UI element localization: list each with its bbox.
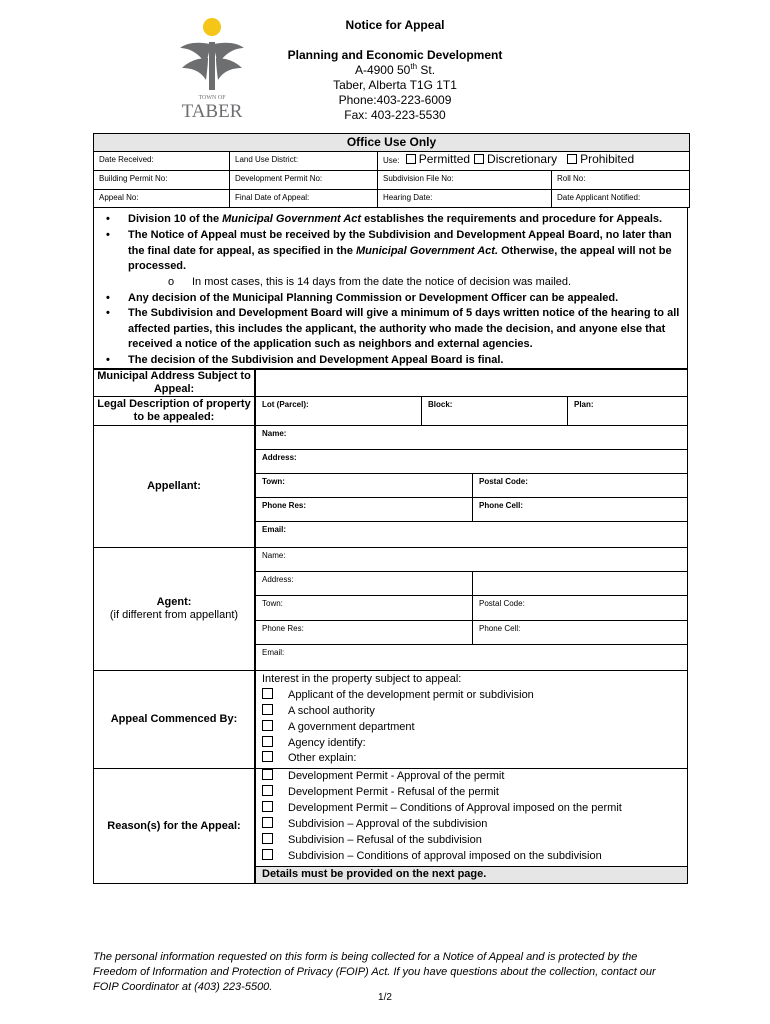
note-5: • The decision of the Subdivision and Development Appeal Board is final. bbox=[128, 353, 683, 369]
appeal-no-field[interactable]: Appeal No: bbox=[94, 190, 230, 208]
commenced-option-1[interactable]: Applicant of the development permit or subdivision bbox=[262, 688, 534, 704]
appellant-email-field[interactable]: Email: bbox=[255, 521, 688, 548]
hearing-date-field[interactable]: Hearing Date: bbox=[378, 190, 552, 208]
checkbox[interactable] bbox=[262, 751, 273, 762]
permitted-checkbox[interactable] bbox=[406, 154, 416, 164]
logo-text-main: TABER bbox=[181, 101, 243, 122]
checkbox[interactable] bbox=[262, 785, 273, 796]
municipal-address-input[interactable] bbox=[255, 369, 688, 397]
lot-field[interactable]: Lot (Parcel): bbox=[255, 396, 422, 426]
details-note: Details must be provided on the next page. bbox=[255, 866, 688, 884]
privacy-statement: The personal information requested on this form is being collected for a Notice of Appeal and is protected by the Freedom of Information and Protection of Privacy (FOIP) Act. If you have questions about the collection, contact our FOIP Coordinator at (403) 223-5500. bbox=[93, 951, 656, 993]
commenced-option-4[interactable]: Agency identify: bbox=[262, 736, 366, 752]
note-2: • The Notice of Appeal must be received by the Subdivision and Development Appeal Board, no later than the final date for appeal, as specified in the Municipal Government Act. Otherwise, the appeal will not be processed. bbox=[128, 228, 683, 275]
appellant-phone-res-field[interactable]: Phone Res: bbox=[255, 497, 473, 522]
note-3: • Any decision of the Municipal Planning Commission or Development Officer can be appealed. bbox=[128, 291, 683, 307]
commenced-option-5[interactable]: Other explain: bbox=[262, 751, 356, 767]
appellant-postal-field[interactable]: Postal Code: bbox=[472, 473, 688, 498]
logo-text-top: TOWN OF bbox=[198, 95, 226, 101]
reasons-label: Reason(s) for the Appeal: bbox=[93, 768, 255, 884]
reason-option-1[interactable]: Development Permit - Approval of the permit bbox=[262, 769, 504, 785]
note-2-sub: o In most cases, this is 14 days from the date the notice of decision was mailed. bbox=[192, 275, 672, 291]
land-use-district-field[interactable]: Land Use District: bbox=[230, 152, 378, 170]
permitted-label: Permitted bbox=[418, 152, 471, 166]
commenced-option-3[interactable]: A government department bbox=[262, 720, 415, 736]
department-block bbox=[260, 48, 530, 123]
agent-name-field[interactable]: Name: bbox=[255, 547, 688, 572]
office-row-3 bbox=[94, 190, 689, 208]
agent-town-field[interactable]: Town: bbox=[255, 595, 473, 621]
note-1: • Division 10 of the Municipal Government Act establishes the requirements and procedure for Appeals. bbox=[128, 212, 683, 228]
checkbox[interactable] bbox=[262, 720, 273, 731]
legal-description-label: Legal Description of property to be appealed: bbox=[93, 396, 255, 426]
note-4: • The Subdivision and Development Board will give a minimum of 5 days written notice of the hearing to all affected parties, this includes the applicant, the authority who made the decision, and anyone else that received a notice of the application such as neighbors and external agencies. bbox=[128, 306, 683, 353]
agent-address-extra-field[interactable] bbox=[472, 571, 688, 596]
agent-email-field[interactable]: Email: bbox=[255, 644, 688, 671]
roll-no-field[interactable]: Roll No: bbox=[557, 174, 586, 183]
date-notified-field[interactable]: Date Applicant Notified: bbox=[557, 193, 641, 202]
municipal-address-label: Municipal Address Subject to Appeal: bbox=[93, 369, 255, 397]
appellant-phone-cell-field[interactable]: Phone Cell: bbox=[472, 497, 688, 522]
appellant-town-field[interactable]: Town: bbox=[255, 473, 473, 498]
office-row-1 bbox=[94, 152, 689, 171]
office-use-title: Office Use Only bbox=[94, 134, 689, 152]
address-line-2: Taber, Alberta T1G 1T1 bbox=[333, 78, 457, 92]
page-number: 1/2 bbox=[378, 992, 392, 1003]
development-permit-field[interactable]: Development Permit No: bbox=[230, 171, 378, 189]
appellant-address-field[interactable]: Address: bbox=[255, 449, 688, 474]
appellant-name-field[interactable]: Name: bbox=[255, 425, 688, 450]
office-row-2 bbox=[94, 171, 689, 190]
checkbox[interactable] bbox=[262, 769, 273, 780]
plan-field[interactable]: Plan: bbox=[567, 396, 688, 426]
agent-label-block bbox=[93, 547, 255, 671]
phone-number: Phone:403-223-6009 bbox=[338, 93, 452, 107]
date-received-field[interactable]: Date Received: bbox=[94, 152, 230, 170]
checkbox[interactable] bbox=[262, 849, 273, 860]
agent-postal-field[interactable]: Postal Code: bbox=[472, 595, 688, 621]
appeal-commenced-label: Appeal Commenced By: bbox=[93, 670, 255, 769]
appellant-label: Appellant: bbox=[93, 425, 255, 548]
building-permit-field[interactable]: Building Permit No: bbox=[94, 171, 230, 189]
prohibited-label: Prohibited bbox=[580, 152, 635, 166]
commenced-option-2[interactable]: A school authority bbox=[262, 704, 375, 720]
checkbox[interactable] bbox=[262, 817, 273, 828]
reason-option-2[interactable]: Development Permit - Refusal of the permit bbox=[262, 785, 499, 801]
checkbox[interactable] bbox=[262, 736, 273, 747]
block-field[interactable]: Block: bbox=[421, 396, 568, 426]
prohibited-checkbox[interactable] bbox=[567, 154, 577, 164]
appeal-notes bbox=[93, 207, 688, 369]
reason-option-5[interactable]: Subdivision – Refusal of the subdivision bbox=[262, 833, 482, 849]
address-line-1: A-4900 50th St. bbox=[354, 62, 436, 77]
discretionary-checkbox[interactable] bbox=[474, 154, 484, 164]
reason-option-3[interactable]: Development Permit – Conditions of Approval imposed on the permit bbox=[262, 801, 622, 817]
agent-address-field[interactable]: Address: bbox=[255, 571, 473, 596]
page-title: Notice for Appeal bbox=[345, 18, 445, 32]
checkbox[interactable] bbox=[262, 833, 273, 844]
town-of-taber-logo bbox=[170, 14, 250, 124]
appeal-commenced-intro: Interest in the property subject to appeal: bbox=[262, 673, 462, 685]
checkbox[interactable] bbox=[262, 688, 273, 699]
use-field bbox=[378, 152, 689, 170]
office-use-section bbox=[93, 133, 690, 208]
agent-label: Agent: bbox=[156, 596, 192, 608]
discretionary-label: Discretionary bbox=[487, 152, 558, 166]
reason-option-6[interactable]: Subdivision – Conditions of approval imposed on the subdivision bbox=[262, 849, 602, 865]
use-label: Use: bbox=[383, 156, 400, 165]
checkbox[interactable] bbox=[262, 801, 273, 812]
final-date-field[interactable]: Final Date of Appeal: bbox=[230, 190, 378, 208]
fax-number: Fax: 403-223-5530 bbox=[344, 108, 446, 122]
department-name: Planning and Economic Development bbox=[287, 48, 503, 62]
agent-phone-cell-field[interactable]: Phone Cell: bbox=[472, 620, 688, 645]
agent-sublabel: (if different from appellant) bbox=[109, 609, 239, 621]
subdivision-file-field[interactable]: Subdivision File No: bbox=[378, 171, 552, 189]
checkbox[interactable] bbox=[262, 704, 273, 715]
reason-option-4[interactable]: Subdivision – Approval of the subdivision bbox=[262, 817, 487, 833]
agent-phone-res-field[interactable]: Phone Res: bbox=[255, 620, 473, 645]
